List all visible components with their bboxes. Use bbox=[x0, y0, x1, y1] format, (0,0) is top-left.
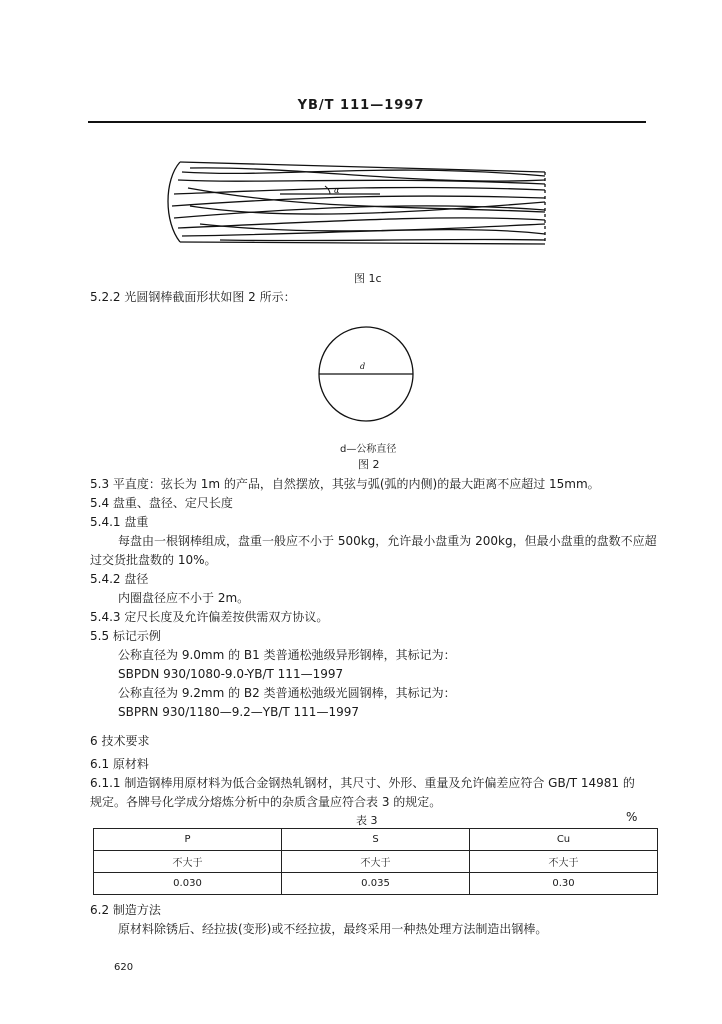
table-3-unit: % bbox=[626, 810, 638, 824]
section-5-2-2: 5.2.2 光圆钢棒截面形状如图 2 所示： bbox=[90, 290, 296, 304]
table-header-cell: Cu bbox=[470, 829, 658, 851]
diameter-label: d bbox=[360, 362, 366, 371]
table-row bbox=[94, 829, 658, 851]
example-1-description: 公称直径为 9.0mm 的 B1 类普通松弛级异形钢棒，其标记为： bbox=[118, 648, 456, 662]
section-5-4-heading: 5.4 盘重、盘径、定尺长度 bbox=[90, 496, 233, 510]
table-cell: 0.035 bbox=[282, 873, 470, 895]
example-2-mark: SBPRN 930/1180—9.2—YB/T 111—1997 bbox=[118, 705, 359, 719]
table-cell: 不大于 bbox=[282, 851, 470, 873]
section-5-5-heading: 5.5 标记示例 bbox=[90, 629, 161, 643]
table-header-cell: P bbox=[94, 829, 282, 851]
table-cell: 0.030 bbox=[94, 873, 282, 895]
figure-2-round-section bbox=[316, 326, 416, 426]
section-5-4-1-heading: 5.4.1 盘重 bbox=[90, 515, 149, 529]
table-cell: 不大于 bbox=[94, 851, 282, 873]
example-1-mark: SBPDN 930/1080-9.0-YB/T 111—1997 bbox=[118, 667, 344, 681]
figure-1c-caption: 图 1c bbox=[354, 272, 382, 285]
table-row bbox=[94, 873, 658, 895]
section-5-4-3: 5.4.3 定尺长度及允许偏差按供需双方协议。 bbox=[90, 610, 329, 624]
section-6-1-heading: 6.1 原材料 bbox=[90, 757, 149, 771]
section-5-4-1-line-2: 过交货批盘数的 10%。 bbox=[90, 553, 217, 567]
bar-left-end bbox=[168, 162, 180, 242]
section-6-2-heading: 6.2 制造方法 bbox=[90, 903, 161, 917]
figure-2-legend: d—公称直径 bbox=[340, 444, 397, 455]
table-3 bbox=[93, 828, 658, 895]
table-header-cell: S bbox=[282, 829, 470, 851]
section-5-3: 5.3 平直度：弦长为 1m 的产品，自然摆放，其弦与弧(弧的内侧)的最大距离不应超过 15mm。 bbox=[90, 477, 600, 491]
section-6-heading: 6 技术要求 bbox=[90, 734, 150, 748]
section-6-1-1-line-2: 规定。各牌号化学成分熔炼分析中的杂质含量应符合表 3 的规定。 bbox=[90, 795, 442, 809]
angle-label: α bbox=[334, 186, 340, 195]
page-number: 620 bbox=[114, 962, 134, 973]
section-5-4-2-heading: 5.4.2 盘径 bbox=[90, 572, 149, 586]
table-cell: 0.30 bbox=[470, 873, 658, 895]
standard-number-header: YB/T 111—1997 bbox=[297, 98, 425, 113]
table-row bbox=[94, 851, 658, 873]
example-2-description: 公称直径为 9.2mm 的 B2 类普通松弛级光圆钢棒，其标记为： bbox=[118, 686, 456, 700]
section-6-1-1-line-1: 6.1.1 制造钢棒用原材料为低合金钢热轧钢材，其尺寸、外形、重量及允许偏差应符合 GB/T 14981 的 bbox=[90, 776, 635, 790]
table-3-title: 表 3 bbox=[356, 814, 378, 827]
figure-1c-twisted-bar bbox=[160, 150, 555, 252]
angle-arc bbox=[325, 186, 330, 194]
section-6-2-line-1: 原材料除锈后、经拉拔(变形)或不经拉拔，最终采用一种热处理方法制造出钢棒。 bbox=[118, 922, 548, 936]
table-cell: 不大于 bbox=[470, 851, 658, 873]
header-rule bbox=[88, 121, 646, 123]
bar-bottom-edge bbox=[180, 242, 545, 244]
section-5-4-2-line-1: 内圈盘径应不小于 2m。 bbox=[118, 591, 250, 605]
section-5-4-1-line-1: 每盘由一根钢棒组成，盘重一般应不小于 500kg，允许最小盘重为 200kg，但最小盘重的盘数不应超 bbox=[118, 534, 657, 548]
figure-2-caption: 图 2 bbox=[358, 458, 380, 471]
